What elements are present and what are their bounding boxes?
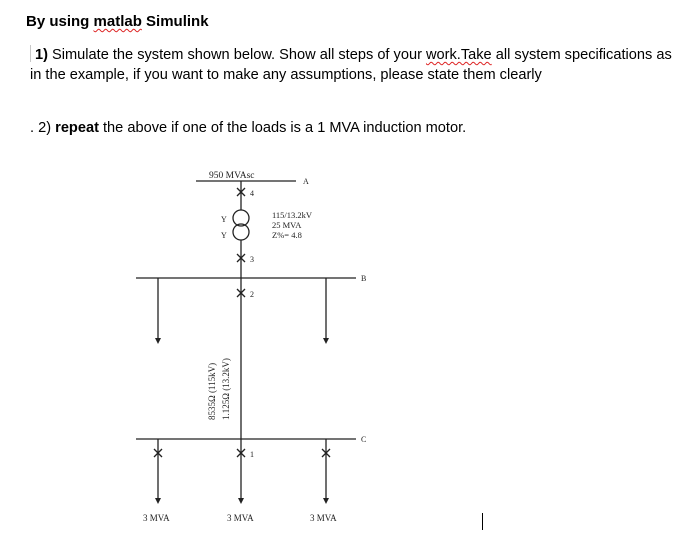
load-right-label: 3 MVA [310, 513, 337, 523]
arrow-down-icon [155, 338, 161, 344]
bus-a-label: A [303, 177, 309, 186]
arrow-down-icon [155, 498, 161, 504]
bus-b-label: B [361, 274, 367, 283]
spellcheck-word[interactable]: matlab [93, 13, 142, 30]
text-cursor[interactable] [482, 513, 483, 530]
arrow-down-icon [238, 498, 244, 504]
question-1: 1) Simulate the system shown below. Show all steps of your work.Take all system specifications as in the example, if you want to make any assumptions, please state them clearly [30, 47, 672, 83]
arrow-down-icon [323, 498, 329, 504]
source-label: 950 MVAsc [209, 171, 255, 181]
breaker-4-label: 4 [250, 189, 254, 198]
heading: By using matlab Simulink [26, 13, 209, 30]
spellcheck-word[interactable]: work.Take [425, 47, 492, 63]
winding-top-label: Y [221, 215, 227, 224]
question-2: . 2) repeat the above if one of the loads is a 1 MVA induction motor. [30, 120, 467, 136]
winding-bottom-label: Y [221, 231, 227, 240]
load-middle-label: 3 MVA [227, 513, 254, 523]
cable-label-2: 1.125Ω (13.2kV) [221, 358, 231, 420]
question-1-number: 1) [35, 47, 48, 63]
transformer-impedance: Z%= 4.8 [272, 230, 302, 240]
breaker-1-label: 1 [250, 450, 254, 459]
breaker-2-label: 2 [250, 290, 254, 299]
cable-label-1: 8535Ω (115kV) [207, 362, 217, 420]
arrow-down-icon [323, 338, 329, 344]
transformer-rating: 25 MVA [272, 220, 302, 230]
load-left-label: 3 MVA [143, 513, 170, 523]
question-2-bold: repeat [55, 120, 99, 136]
breaker-3-label: 3 [250, 255, 254, 264]
bus-c-label: C [361, 435, 367, 444]
transformer-voltage: 115/13.2kV [272, 210, 313, 220]
